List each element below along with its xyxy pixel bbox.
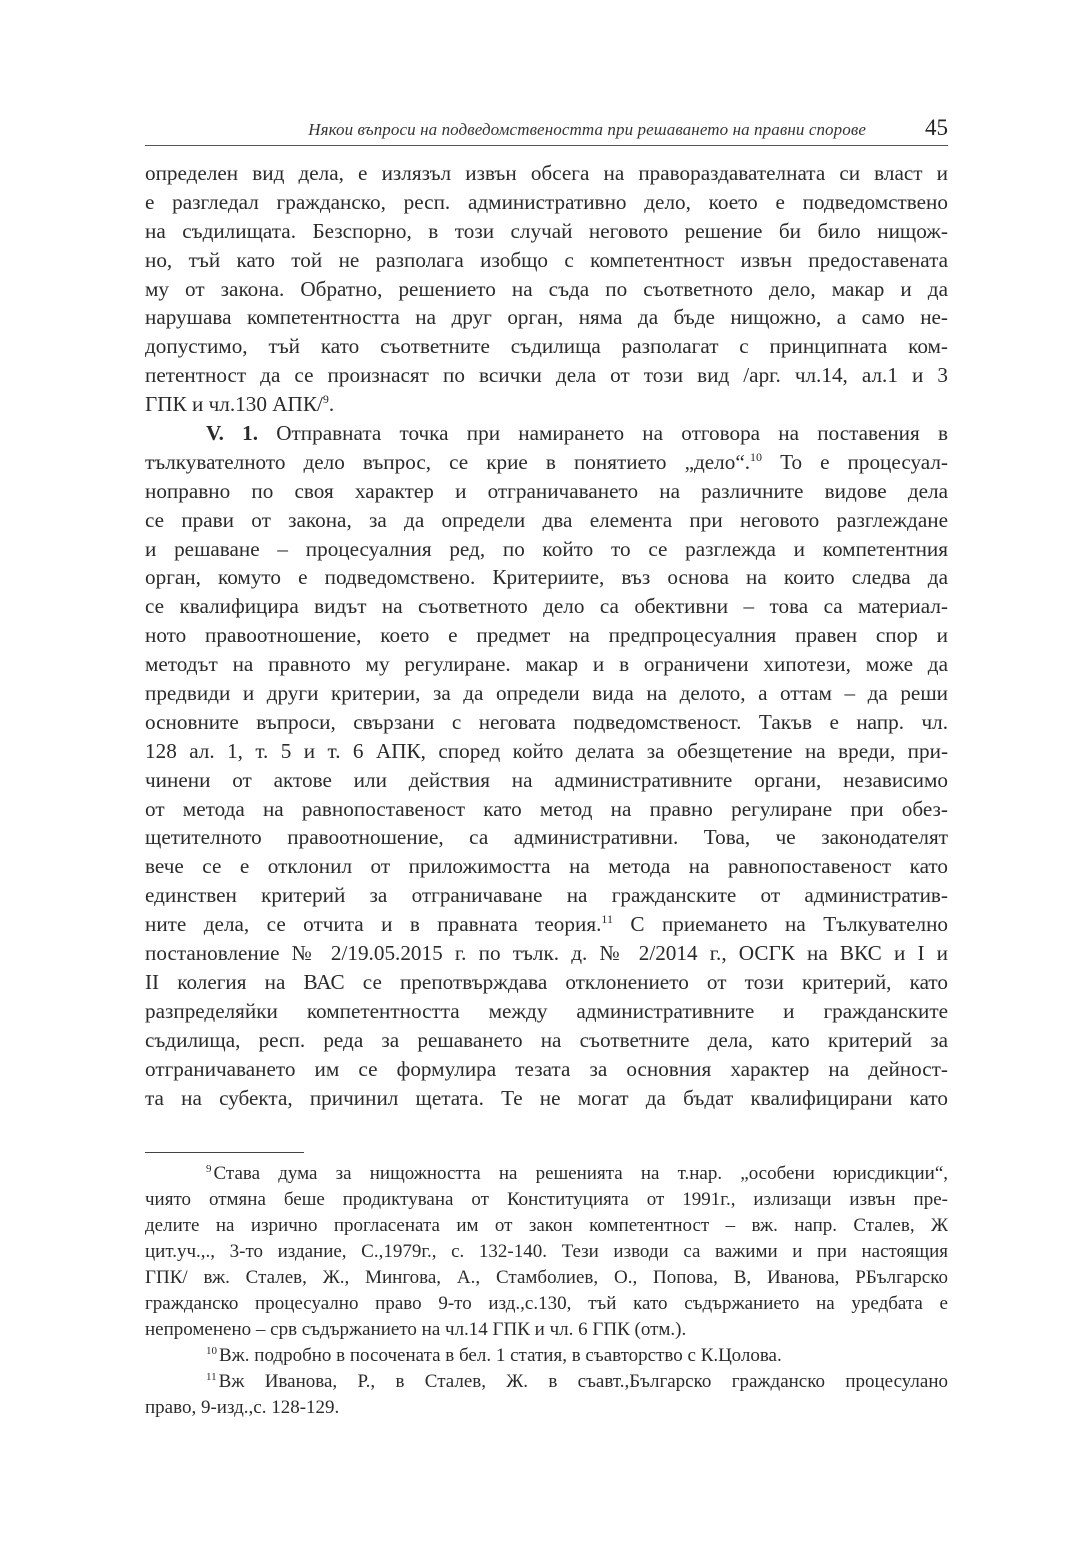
body-line	[145, 448, 948, 477]
footnote-separator	[145, 1152, 304, 1153]
footnote-9-line: делите на изрично прогласената им от закон компетентност – вж. напр. Сталев, Ж	[145, 1215, 948, 1236]
body-line: предвиди и други критерии, за да определи вида на делото, а оттам – да реши	[145, 681, 948, 706]
body-line: та на субекта, причинил щетата. Те не могат да бъдат квалифицирани като	[145, 1085, 948, 1110]
footnote-ref-11[interactable]: 11	[601, 912, 613, 927]
body-text	[145, 159, 948, 1112]
body-line: единствен критерий за отграничаване на гражданските от административ-	[145, 883, 948, 908]
footnote-11-mark: 11	[206, 1371, 217, 1383]
body-line: но, тъй като той не разполага изобщо с компетентност извън предоставената	[145, 247, 948, 272]
body-line: щетителното правоотношение, са административни. Това, че законодателят	[145, 825, 948, 850]
running-title: Някои въпроси на подведомствеността при решаването на правни спорове	[308, 120, 866, 139]
body-line: основните въпроси, свързани с неговата подведомственост. Такъв е напр. чл.	[145, 709, 948, 734]
body-line: се квалифицира видът на съответното дело са обективни – това са материал-	[145, 594, 948, 619]
body-line: 128 ал. 1, т. 5 и т. 6 АПК, според който делата за обезщетение на вреди, при-	[145, 738, 948, 763]
footnote-9-line: гражданско процесуално право 9-то изд.,с.130, тъй като съдържанието на уредбата е	[145, 1293, 948, 1314]
footnote-9-mark: 9	[206, 1163, 212, 1175]
body-line: методът на правното му регулиране. макар и в ограничени хипотези, може да	[145, 652, 948, 677]
body-line	[145, 390, 948, 419]
footnote-11-line	[145, 1369, 948, 1395]
body-line: и решаване – процесуалния ред, по който то се разглежда и компетентния	[145, 536, 948, 561]
footnote-11-line: право, 9-изд.,с. 128-129.	[145, 1397, 340, 1418]
body-line-text: тълкувателното дело въпрос, се крие в понятието „дело“.	[145, 449, 751, 474]
body-line: разпределяйки компетентността между административните и гражданските	[145, 998, 948, 1023]
body-line: постановление № 2/19.05.2015 г. по тълк. д. № 2/2014 г., ОСГК на ВКС и I и	[145, 941, 948, 966]
body-line-tail: С приемането на Тълкувателно	[630, 912, 949, 937]
page-number: 45	[925, 115, 948, 140]
footnote-9-line: ГПК/ вж. Сталев, Ж., Мингова, А., Стамболиев, О., Попова, В, Иванова, РБългарско	[145, 1267, 948, 1288]
body-line-tail: То е процесуал-	[780, 449, 948, 474]
footnote-10-text: Вж. подробно в посочената в бел. 1 статия, в съавторство с К.Цолова.	[219, 1345, 782, 1366]
body-line-text: ГПК и чл.130 АПК/	[145, 392, 323, 417]
page	[145, 0, 948, 1550]
body-line: на съдилищата. Безспорно, в този случай неговото решение би било нищож-	[145, 218, 948, 243]
section-label: V. 1.	[206, 421, 258, 446]
body-line: от метода на равнопоставеност като метод на правно регулиране при обез-	[145, 796, 948, 821]
body-line: вече се е отклонил от приложимостта на метода на равнопоставеност като	[145, 854, 948, 879]
footnote-9-line: чиято отмяна беше продиктувана от Конституцията от 1991г., излизащи извън пре-	[145, 1189, 948, 1210]
footnote-ref-10[interactable]: 10	[750, 449, 763, 464]
section-first-line-text: Отправната точка при намирането на отговора на поставения в	[276, 421, 948, 446]
body-line: е разгледал гражданско, респ. административно дело, което е подведомствено	[145, 189, 948, 214]
body-line: му от закона. Обратно, решението на съда по съответното дело, макар и да	[145, 276, 948, 301]
footnote-10-mark: 10	[206, 1345, 217, 1357]
footnote-ref-9[interactable]: 9	[322, 392, 329, 407]
body-line: нарушава компетентността на друг орган, няма да бъде нищожно, а само не-	[145, 305, 948, 330]
body-line: II колегия на ВАС се препотвърждава отклонението от този критерий, като	[145, 969, 948, 994]
footnote-9-text: Става дума за нищожността на решенията на т.нар. „особени юрисдикции“,	[213, 1163, 948, 1184]
body-line: чинени от актове или действия на административните органи, независимо	[145, 767, 948, 792]
body-line-tail: .	[328, 392, 335, 417]
body-line: отграничаването им се формулира тезата за основния характер на дейност-	[145, 1056, 948, 1081]
footnote-9-line	[145, 1161, 948, 1187]
footnote-11-text: Вж Иванова, Р., в Сталев, Ж. в съавт.,Българско гражданско процесулано	[218, 1371, 948, 1392]
footnote-9-line: цит.уч.,., 3-то издание, С.,1979г., с. 132-140. Тези изводи са важими и при настоящия	[145, 1241, 948, 1262]
body-line-text: ните дела, се отчита и в правната теория.	[145, 912, 602, 937]
body-line: ното правоотношение, което е предмет на предпроцесуалния правен спор и	[145, 623, 948, 648]
body-line: нoправно по своя характер и отграничаването на различните видове дела	[145, 478, 948, 503]
footnote-10	[145, 1343, 948, 1369]
section-first-line	[145, 419, 948, 448]
body-line: петентност да се произнасят по всички дела от този вид /арг. чл.14, ал.1 и 3	[145, 363, 948, 388]
body-line	[145, 910, 948, 939]
body-line: определен вид дела, е излязъл извън обсега на правораздавателната си власт и	[145, 161, 948, 185]
body-line: се прави от закона, за да определи два елемента при неговото разглеждане	[145, 507, 948, 532]
body-line: допустимо, тъй като съответните съдилища разполагат с принципната ком-	[145, 334, 948, 359]
running-header	[145, 114, 948, 146]
footnote-9-line: непроменено – срв съдържанието на чл.14 ГПК и чл. 6 ГПК (отм.).	[145, 1319, 687, 1340]
body-line: съдилища, респ. реда за решаването на съответните дела, като критерий за	[145, 1027, 948, 1052]
body-line: орган, комуто е подведомствено. Критериите, въз основа на които следва да	[145, 565, 948, 590]
footnotes	[145, 1161, 948, 1421]
